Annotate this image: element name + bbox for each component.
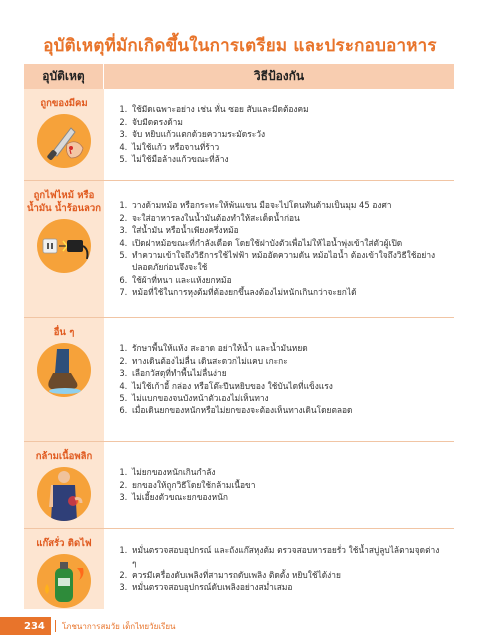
- page-number: 234: [0, 617, 51, 635]
- list-item: 6. เมื่อเดินยกของหนักหรือไม่ยกของจะต้องเห็นทางเดินโดยตลอด: [130, 404, 352, 416]
- slipping-foot-icon: [37, 343, 91, 397]
- page-footer: [0, 616, 230, 636]
- list-item: 5. ไม่ใช้มือล้างแก้วขณะที่ล้าง: [130, 153, 309, 165]
- list-item: 3. จับ หยิบแก้วแตกด้วยความระมัดระวัง: [130, 128, 309, 140]
- list-item: 4. เปิดฝาหม้อขณะที่กำลังเดือด โดยใช้ฝาบังตัวเพื่อไม่ให้ไอน้ำพุ่งเข้าใส่ตัวผู้เปิด: [130, 237, 446, 249]
- prevention-cell: [104, 89, 454, 180]
- list-item: 1. หมั่นตรวจสอบอุปกรณ์ และถังแก๊สหุงต้ม ตรวจสอบหารอยรั่ว ใช้น้ำสบู่ลูบไล้ตามจุดต่าง ๆ: [130, 544, 446, 569]
- safety-table: [24, 64, 454, 609]
- list-item: 5. ทำความเข้าใจถึงวิธีการใช้ไฟฟ้า หม้ออัดความดัน หม้อไอน้ำ ต้องเข้าใจถึงวิธีใช้อย่างปลอดภัยก่อนจึงจะใช้: [130, 249, 446, 274]
- list-item: 7. หม้อที่ใช้ในการหุงต้มที่ต้องยกขึ้นลงต้องไม่หนักเกินกว่าจะยกได้: [130, 286, 446, 298]
- list-item: 1. ใช้มีดเฉพาะอย่าง เช่น หั่น ซอย สับและมีดต้องคม: [130, 103, 309, 115]
- list-item: 4. ไม่ใช้เก้าอี้ กล่อง หรือโต๊ะปีนหยิบของ ใช้บันไดที่แข็งแรง: [130, 380, 352, 392]
- table-row: [24, 442, 454, 529]
- prevention-list: [108, 199, 446, 298]
- accident-label: กล้ามเนื้อพลิก: [35, 451, 93, 462]
- prevention-cell: [104, 529, 454, 609]
- accident-label: แก๊สรั่ว ติดไฟ: [36, 538, 92, 549]
- list-item: 3. เลือกวัสดุที่ทำพื้นไม่ลื่นง่าย: [130, 367, 352, 379]
- list-item: 2. ยกของให้ถูกวิธีโดยใช้กล้ามเนื้อขา: [130, 479, 255, 491]
- list-item: 2. ทางเดินต้องไม่ลื่น เดินสะดวกไม่แคบ เกะกะ: [130, 355, 352, 367]
- page-title: อุบัติเหตุที่มักเกิดขึ้นในการเตรียม และประกอบอาหาร: [43, 36, 437, 56]
- gas-tank-icon: [37, 554, 91, 608]
- prevention-cell: [104, 442, 454, 528]
- table-row: [24, 318, 454, 442]
- list-item: 3. หมั่นตรวจสอบอุปกรณ์ดับเพลิงอย่างสม่ำเสมอ: [130, 581, 446, 593]
- prevention-list: [108, 103, 309, 165]
- back-strain-icon: [37, 467, 91, 521]
- prevention-list: [108, 342, 352, 416]
- header-prevention: วิธีป้องกัน: [253, 69, 305, 83]
- list-item: 1. ไม่ยกของหนักเกินกำลัง: [130, 466, 255, 478]
- knife-cut-icon: [37, 114, 91, 168]
- list-item: 2. จะใส่อาหารลงในน้ำมันต้องทำให้สะเด็ดน้ำก่อน: [130, 212, 446, 224]
- accident-cell: [24, 442, 104, 528]
- list-item: 6. ใช้ผ้าที่หนา และแห้งยกหม้อ: [130, 274, 446, 286]
- table-header: [24, 64, 454, 89]
- accident-cell: [24, 89, 104, 180]
- prevention-list: [108, 544, 446, 594]
- book-title: โภชนาการสมวัย เด็กไทยวัยเรียน: [61, 621, 176, 631]
- header-accident: อุบัติเหตุ: [24, 64, 104, 89]
- prevention-cell: [104, 181, 454, 317]
- list-item: 3. ไม่เอี้ยงตัวขณะยกของหนัก: [130, 491, 255, 503]
- accident-label: ถูกของมีคม: [40, 98, 88, 109]
- table-row: [24, 181, 454, 318]
- accident-cell: [24, 318, 104, 441]
- prevention-list: [108, 466, 255, 503]
- list-item: 1. รักษาพื้นให้แห้ง สะอาด อย่าให้น้ำ และน้ำมันหยด: [130, 342, 352, 354]
- list-item: 3. ใส่น้ำมัน หรือน้ำเพียงครึ่งหม้อ: [130, 224, 446, 236]
- table-row: [24, 529, 454, 609]
- list-item: 2. ควรมีเครื่องดับเพลิงที่สามารถดับเพลิง ติดตั้ง หยิบใช้ได้ง่าย: [130, 569, 446, 581]
- accident-label: อื่น ๆ: [53, 327, 75, 338]
- list-item: 4. ไม่ใช้แก้ว หรือจานที่ร้าว: [130, 141, 309, 153]
- table-row: [24, 89, 454, 181]
- electric-plug-icon: [37, 219, 91, 273]
- list-item: 2. จับมีดตรงด้าม: [130, 116, 309, 128]
- accident-cell: [24, 529, 104, 609]
- accident-cell: [24, 181, 104, 317]
- prevention-cell: [104, 318, 454, 441]
- accident-label: ถูกไฟไหม้ หรือ น้ำมัน น้ำร้อนลวก: [27, 190, 101, 214]
- list-item: 5. ไม่แบกของจนบังหน้าตัวเองไม่เห็นทาง: [130, 392, 352, 404]
- list-item: 1. วางด้ามหม้อ หรือกระทะให้พ้นแขน มือจะไปโดนทันด้ามเป็นมุม 45 องศา: [130, 199, 446, 211]
